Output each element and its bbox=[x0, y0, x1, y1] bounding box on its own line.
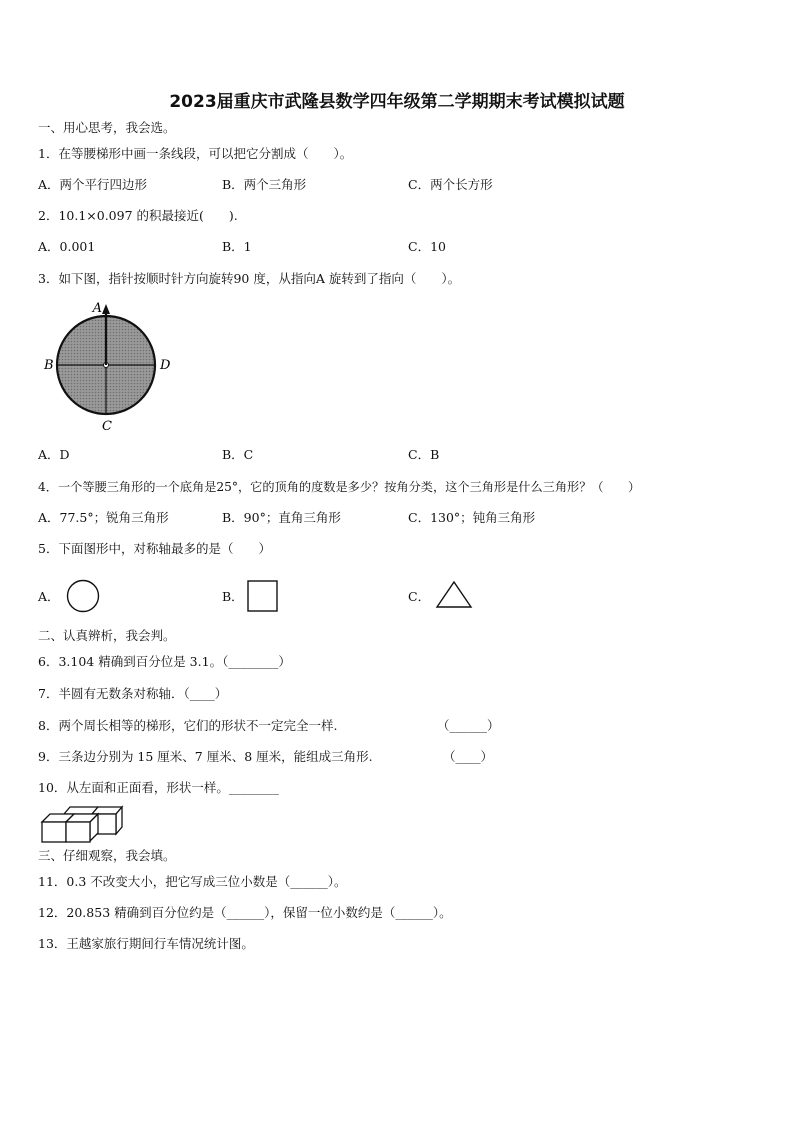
question-12: 12．20.853 精确到百分位约是（______），保留一位小数约是（______）。 bbox=[38, 905, 452, 920]
question-4: 4．一个等腰三角形的一个底角是25°，它的顶角的度数是多少？按角分类，这个三角形是什么三角形？（ ） bbox=[38, 480, 641, 494]
compass-dial-figure bbox=[40, 298, 180, 438]
question-2: 2．10.1×0.097 的积最接近( ). bbox=[38, 208, 238, 223]
question-6: 6．3.104 精确到百分位是 3.1。（________） bbox=[38, 654, 291, 669]
question-5: 5．下面图形中，对称轴最多的是（ ） bbox=[38, 541, 271, 556]
page-title: 2023届重庆市武隆县数学四年级第二学期期末考试模拟试题 bbox=[169, 92, 625, 112]
square-shape-icon bbox=[247, 580, 281, 614]
question-7: 7．半圆有无数条对称轴．（____） bbox=[38, 686, 228, 701]
label-a: A bbox=[92, 301, 102, 316]
q5-option-b[interactable]: B． bbox=[222, 589, 244, 604]
q2-option-c[interactable]: C．10 bbox=[408, 239, 446, 254]
q4-option-c[interactable]: C．130°；钝角三角形 bbox=[408, 510, 536, 525]
q3-option-c[interactable]: C．B bbox=[408, 447, 440, 462]
triangle-shape-icon bbox=[436, 580, 476, 612]
cubes-figure bbox=[40, 803, 130, 845]
question-8: 8．两个周长相等的梯形，它们的形状不一定完全一样. bbox=[38, 718, 338, 733]
q5-option-c[interactable]: C． bbox=[408, 589, 431, 604]
q1-option-b[interactable]: B．两个三角形 bbox=[222, 177, 307, 192]
section-heading-judge: 二、认真辨析，我会判。 bbox=[38, 628, 176, 643]
section-heading-fill: 三、仔细观察，我会填。 bbox=[38, 848, 176, 863]
label-b: B bbox=[44, 358, 54, 373]
question-13: 13．王越家旅行期间行车情况统计图。 bbox=[38, 936, 254, 951]
q5-option-a[interactable]: A． bbox=[38, 589, 60, 604]
section-heading-choice: 一、用心思考，我会选。 bbox=[38, 120, 176, 135]
q4-option-b[interactable]: B．90°；直角三角形 bbox=[222, 510, 341, 525]
question-9: 9．三条边分别为 15 厘米、7 厘米、8 厘米，能组成三角形. bbox=[38, 749, 373, 764]
question-11: 11．0.3 不改变大小，把它写成三位小数是（______）。 bbox=[38, 874, 347, 889]
label-c: C bbox=[102, 419, 112, 434]
question-1: 1．在等腰梯形中画一条线段，可以把它分割成（ ）。 bbox=[38, 146, 353, 161]
circle-shape-icon bbox=[66, 579, 102, 615]
q3-option-b[interactable]: B．C bbox=[222, 447, 254, 462]
q1-option-c[interactable]: C．两个长方形 bbox=[408, 177, 493, 192]
question-10: 10．从左面和正面看，形状一样。________ bbox=[38, 780, 279, 795]
q2-option-a[interactable]: A．0.001 bbox=[38, 239, 96, 254]
q1-option-a[interactable]: A．两个平行四边形 bbox=[38, 177, 148, 192]
label-d: D bbox=[160, 358, 171, 373]
question-3: 3．如下图，指针按顺时针方向旋转90 度，从指向A 旋转到了指向（ ）。 bbox=[38, 271, 461, 286]
q8-answer-blank[interactable]: （______） bbox=[437, 718, 500, 733]
q3-option-a[interactable]: A．D bbox=[38, 447, 70, 462]
q2-option-b[interactable]: B．1 bbox=[222, 239, 252, 254]
q4-option-a[interactable]: A．77.5°；锐角三角形 bbox=[38, 510, 169, 525]
pointer-arrowhead bbox=[102, 304, 110, 314]
q9-answer-blank[interactable]: （____） bbox=[443, 749, 494, 764]
